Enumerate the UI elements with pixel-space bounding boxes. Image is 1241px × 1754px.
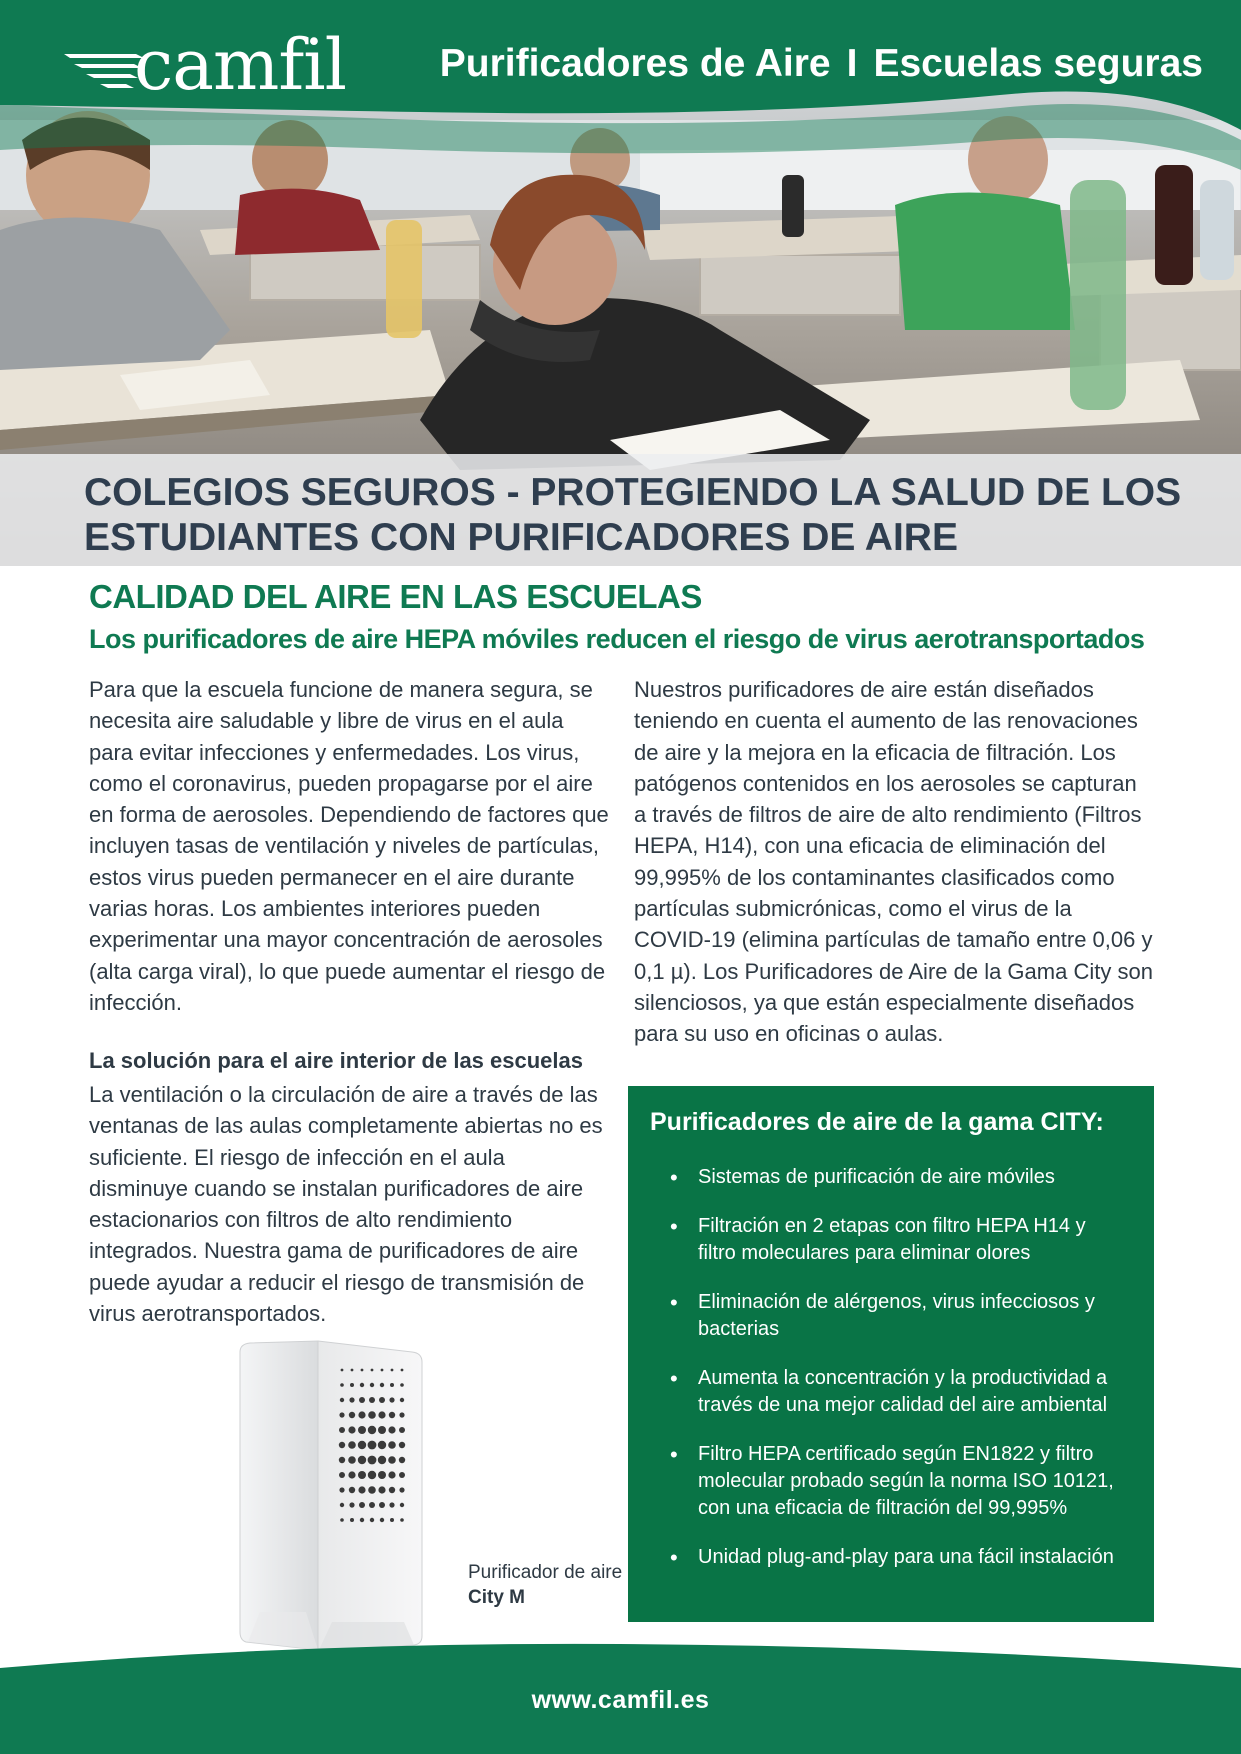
- section-subheading: Los purificadores de aire HEPA móviles reducen el riesgo de virus aerotransportados: [89, 624, 1145, 654]
- filtration-paragraph: Nuestros purificadores de aire están diseñados teniendo en cuenta el aumento de las renovaciones de aire y la mejora en la eficacia de filtración. Los patógenos contenidos en los aerosoles se capturan a través de filtros de aire de alto rendimiento (Filtros HEPA, H14), con una eficacia de eliminación del 99,995% de los contaminantes clasificados como partículas submicrónicas, como el virus de la COVID-19 (elimina partículas de tamaño entre 0,06 y 0,1 µ). Los Purificadores de Aire de la Gama City son silenciosos, ya que están especialmente diseñados para su uso en oficinas o aulas.: [634, 677, 1153, 1047]
- logo-swoosh-icon: [64, 52, 144, 96]
- city-range-box: [628, 1086, 1154, 1622]
- solution-paragraph: La ventilación o la circulación de aire a través de las ventanas de las aulas completamente abiertas no es suficiente. El riesgo de infección en el aula disminuye cuando se instalan purificadores de aire estacionarios con filtros de alto rendimiento integrados. Nuestra gama de purificadores de aire puede ayudar a reducir el riesgo de transmisión de virus aerotransportados.: [89, 1082, 603, 1327]
- city-m-purifier-image: [236, 1340, 426, 1660]
- footer-website-link[interactable]: www.camfil.es: [531, 1686, 710, 1714]
- city-box-title: Purificadores de aire de la gama CITY:: [650, 1108, 1104, 1136]
- solution-heading: La solución para el aire interior de las escuelas: [89, 1048, 583, 1073]
- list-item: • Eliminación de alérgenos, virus infecciosos y bacterias: [670, 1289, 1125, 1343]
- header-title: [440, 44, 1203, 83]
- product-caption: [468, 1560, 622, 1610]
- city-features-list: [670, 1164, 1125, 1593]
- product-caption-model: City M: [468, 1587, 525, 1608]
- header-title-left: Purificadores de Aire: [439, 42, 831, 85]
- camfil-logo: [64, 24, 346, 108]
- list-item: • Filtro HEPA certificado según EN1822 y filtro molecular probado según la norma ISO 10121, con una eficacia de filtración del 99,995%: [670, 1441, 1125, 1522]
- list-item: • Aumenta la concentración y la productividad a través de una mejor calidad del aire ambiental: [670, 1365, 1125, 1419]
- list-item: • Sistemas de purificación de aire móviles: [670, 1164, 1125, 1191]
- header: [0, 0, 1241, 566]
- list-item: • Filtración en 2 etapas con filtro HEPA H14 y filtro moleculares para eliminar olores: [670, 1213, 1125, 1267]
- intro-paragraph: Para que la escuela funcione de manera segura, se necesita aire saludable y libre de virus en el aula para evitar infecciones y enfermedades. Los virus, como el coronavirus, pueden propagarse por el aire en forma de aerosoles. Dependiendo de factores que incluyen tasas de ventilación y niveles de partículas, estos virus pueden permanecer en el aire durante varias horas. Los ambientes interiores pueden experimentar una mayor concentración de aerosoles (alta carga viral), lo que puede aumentar el riesgo de infección.: [89, 677, 609, 1015]
- section-heading: CALIDAD DEL AIRE EN LAS ESCUELAS: [89, 578, 702, 615]
- product-caption-label: Purificador de aire: [468, 1562, 623, 1583]
- list-item: • Unidad plug-and-play para una fácil instalación: [670, 1544, 1125, 1571]
- header-title-right: Escuelas seguras: [873, 42, 1203, 85]
- logo-text: camfil: [134, 24, 346, 106]
- page-title: COLEGIOS SEGUROS - PROTEGIENDO LA SALUD DE LOS ESTUDIANTES CON PURIFICADORES DE AIRE: [84, 471, 1182, 559]
- header-title-separator: I: [846, 42, 858, 85]
